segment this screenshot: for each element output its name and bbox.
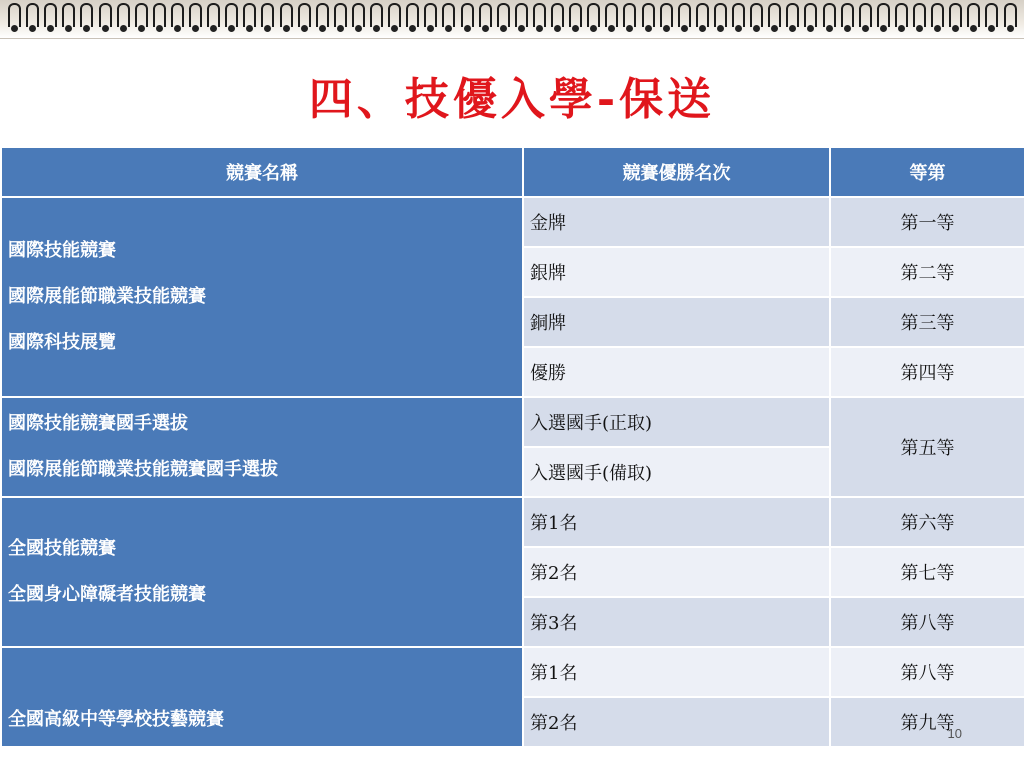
competition-table	[0, 146, 1024, 748]
grade-cell: 第九等	[830, 697, 1024, 747]
rank-cell: 銅牌	[523, 297, 830, 347]
binder-ring	[877, 3, 890, 27]
competition-name: 全國技能競賽	[8, 538, 116, 559]
binder-ring	[117, 3, 130, 27]
binder-ring	[1004, 3, 1017, 27]
binder-ring	[171, 3, 184, 27]
grade-cell: 第六等	[830, 497, 1024, 547]
binder-ring	[732, 3, 745, 27]
rank-cell: 第2名	[523, 697, 830, 747]
binder-ring	[207, 3, 220, 27]
rank-cell: 入選國手(備取)	[523, 447, 830, 497]
binder-ring	[461, 3, 474, 27]
binder-ring	[823, 3, 836, 27]
binder-ring	[895, 3, 908, 27]
competition-group-2	[1, 397, 523, 497]
rank-cell: 第1名	[523, 497, 830, 547]
binder-ring	[352, 3, 365, 27]
binder-ring	[804, 3, 817, 27]
rank-cell: 第2名	[523, 547, 830, 597]
grade-cell: 第八等	[830, 597, 1024, 647]
grade-cell: 第二等	[830, 247, 1024, 297]
binder-rings-header	[0, 0, 1024, 39]
binder-ring	[623, 3, 636, 27]
binder-ring	[316, 3, 329, 27]
binder-ring	[515, 3, 528, 27]
binder-ring	[841, 3, 854, 27]
rank-cell: 第3名	[523, 597, 830, 647]
table-header-row	[1, 147, 1024, 197]
header-grade: 等第	[830, 147, 1024, 197]
binder-ring	[406, 3, 419, 27]
competition-group-1	[1, 197, 523, 397]
header-rank: 競賽優勝名次	[523, 147, 830, 197]
binder-ring	[768, 3, 781, 27]
competition-name: 國際展能節職業技能競賽國手選拔	[8, 459, 278, 480]
slide-title: 四、技優入學-保送	[308, 74, 716, 125]
binder-ring	[949, 3, 962, 27]
binder-ring	[225, 3, 238, 27]
binder-ring	[26, 3, 39, 27]
grade-cell: 第七等	[830, 547, 1024, 597]
grade-cell: 第五等	[830, 397, 1024, 497]
table-row	[1, 497, 1024, 547]
binder-ring	[985, 3, 998, 27]
rank-cell: 入選國手(正取)	[523, 397, 830, 447]
competition-name: 國際科技展覽	[8, 332, 116, 353]
binder-ring	[44, 3, 57, 27]
binder-ring	[62, 3, 75, 27]
binder-ring	[750, 3, 763, 27]
competition-name: 全國高級中等學校技藝競賽	[8, 709, 224, 730]
binder-ring	[605, 3, 618, 27]
competition-name: 國際技能競賽	[8, 240, 116, 261]
competition-group-4	[1, 647, 523, 747]
binder-ring	[479, 3, 492, 27]
binder-ring	[696, 3, 709, 27]
binder-ring	[569, 3, 582, 27]
binder-ring	[913, 3, 926, 27]
grade-cell: 第四等	[830, 347, 1024, 397]
binder-ring	[678, 3, 691, 27]
binder-ring	[99, 3, 112, 27]
competition-name: 國際技能競賽國手選拔	[8, 413, 188, 434]
binder-ring	[967, 3, 980, 27]
binder-ring	[388, 3, 401, 27]
binder-ring	[551, 3, 564, 27]
binder-ring	[189, 3, 202, 27]
table-row	[1, 197, 1024, 247]
grade-cell: 第三等	[830, 297, 1024, 347]
binder-ring	[8, 3, 21, 27]
binder-ring	[587, 3, 600, 27]
binder-ring	[660, 3, 673, 27]
binder-ring	[261, 3, 274, 27]
header-competition-name: 競賽名稱	[1, 147, 523, 197]
competition-name: 國際展能節職業技能競賽	[8, 286, 206, 307]
binder-ring	[370, 3, 383, 27]
grade-cell: 第一等	[830, 197, 1024, 247]
binder-ring	[334, 3, 347, 27]
table-row	[1, 647, 1024, 697]
binder-ring	[931, 3, 944, 27]
binder-ring	[533, 3, 546, 27]
competition-name: 全國身心障礙者技能競賽	[8, 584, 206, 605]
binder-ring	[786, 3, 799, 27]
table-row	[1, 397, 1024, 447]
rank-cell: 優勝	[523, 347, 830, 397]
binder-ring	[714, 3, 727, 27]
binder-ring	[497, 3, 510, 27]
binder-ring	[424, 3, 437, 27]
binder-ring	[642, 3, 655, 27]
binder-ring	[135, 3, 148, 27]
binder-ring	[298, 3, 311, 27]
grade-cell: 第八等	[830, 647, 1024, 697]
page-number: 10	[947, 726, 962, 741]
binder-ring	[153, 3, 166, 27]
binder-ring	[280, 3, 293, 27]
rank-cell: 金牌	[523, 197, 830, 247]
binder-ring	[243, 3, 256, 27]
binder-ring	[442, 3, 455, 27]
competition-name	[8, 651, 516, 697]
rank-cell: 銀牌	[523, 247, 830, 297]
binder-ring	[859, 3, 872, 27]
rank-cell: 第1名	[523, 647, 830, 697]
competition-group-3	[1, 497, 523, 647]
binder-ring	[80, 3, 93, 27]
